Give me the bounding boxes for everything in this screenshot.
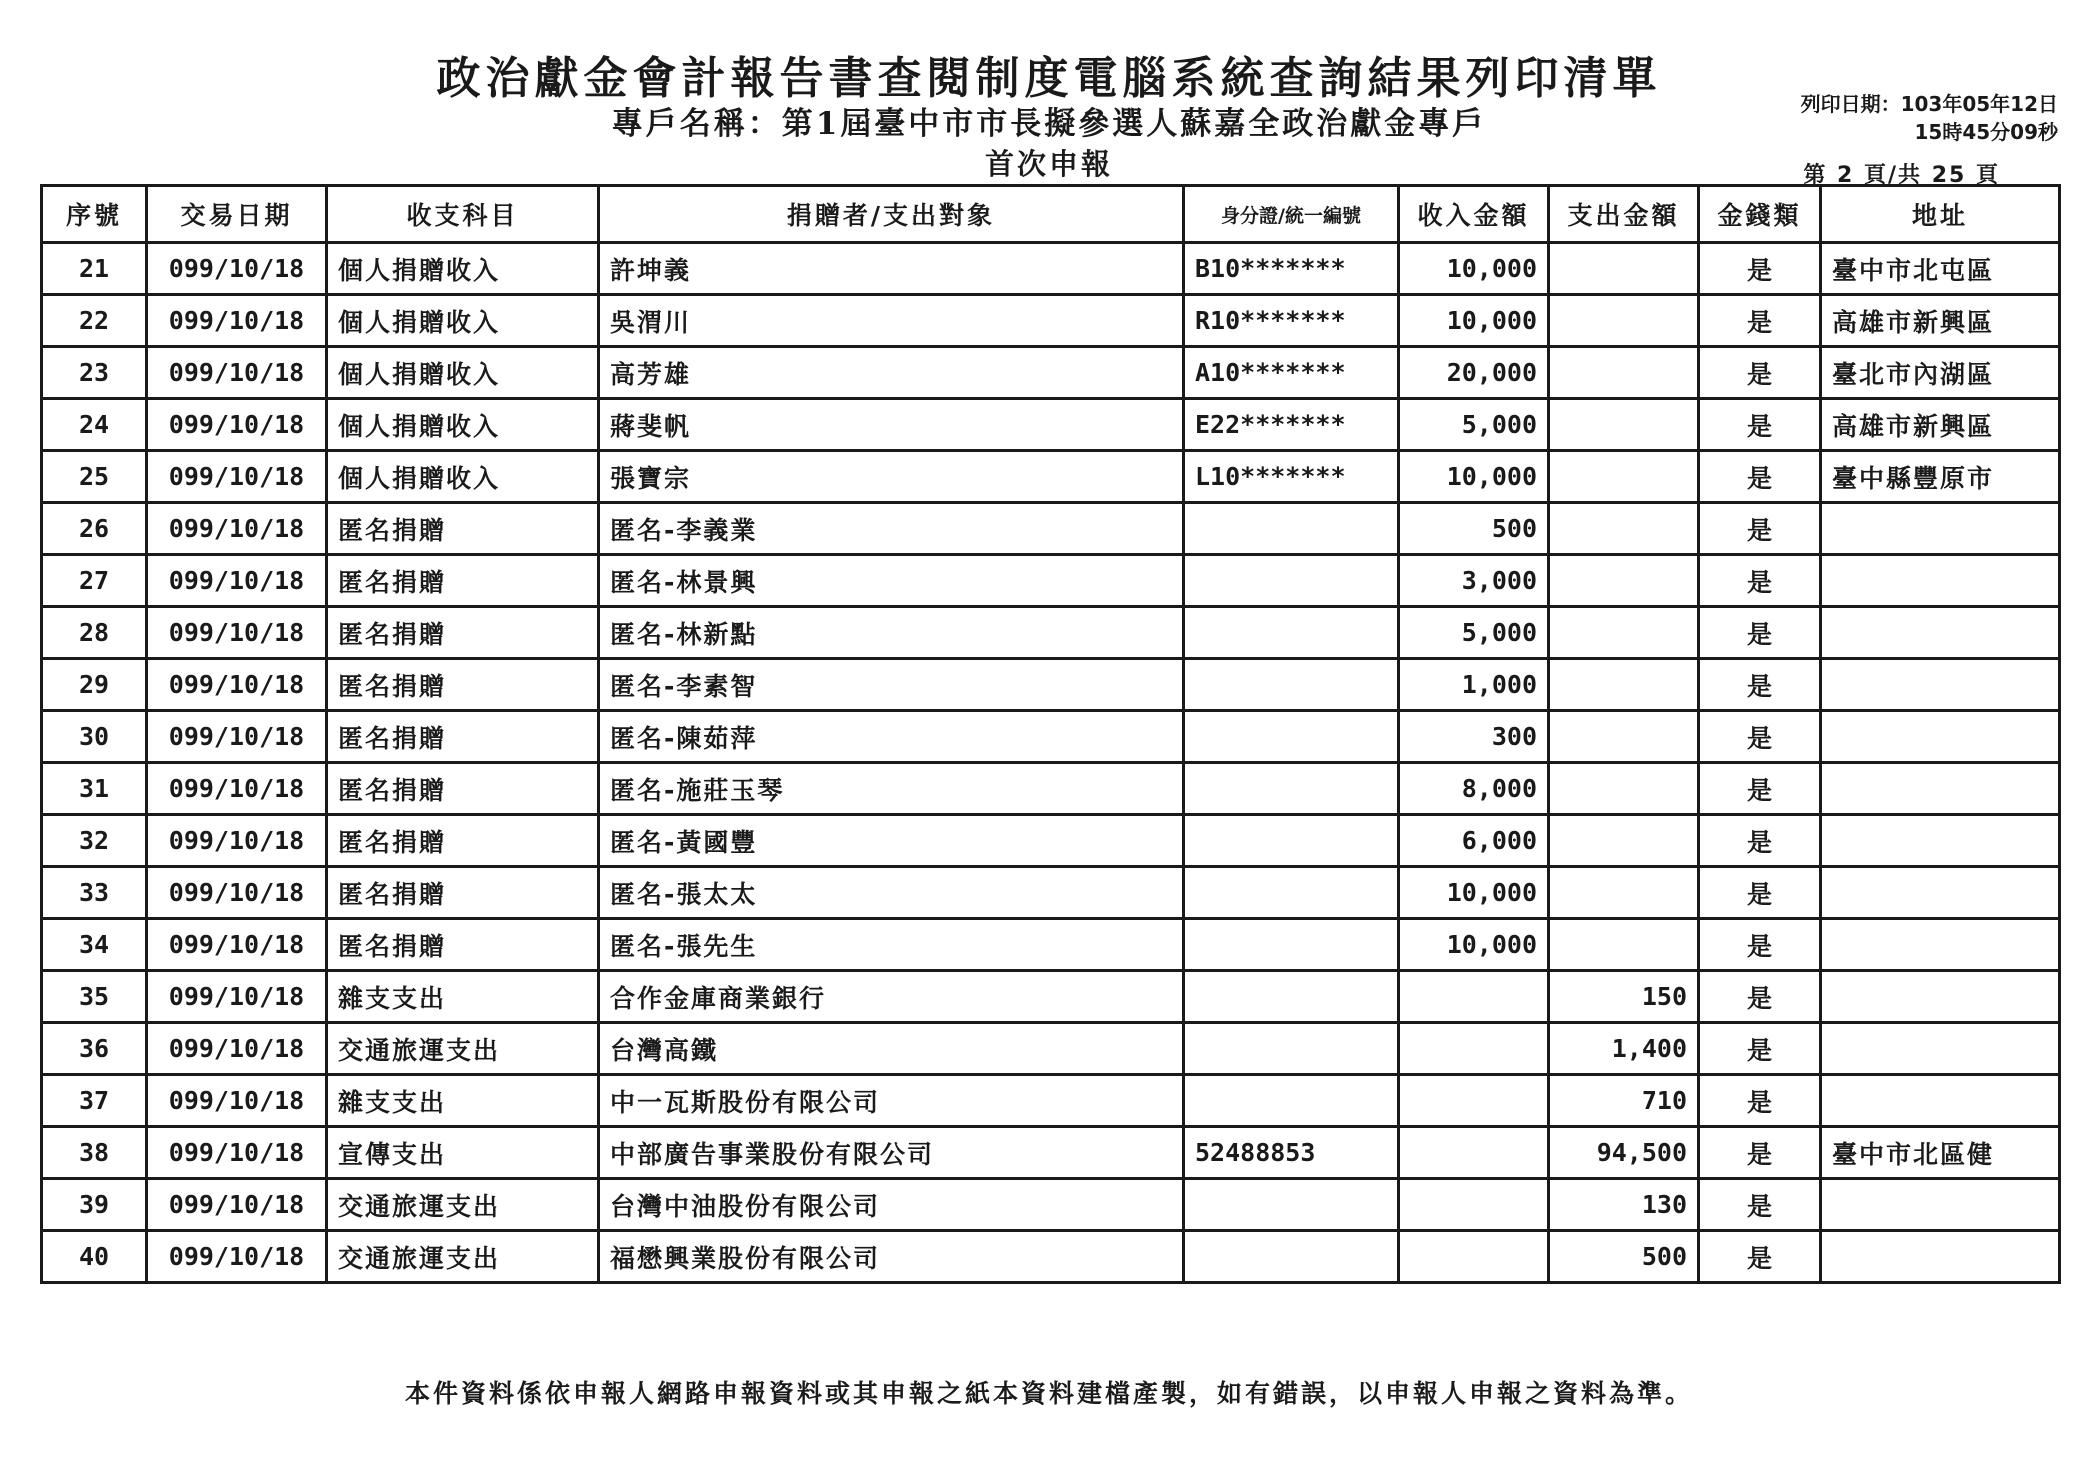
cell-monetary: 是 xyxy=(1699,399,1821,451)
cell-monetary: 是 xyxy=(1699,867,1821,919)
cell-category: 匿名捐贈 xyxy=(327,919,599,971)
cell-income: 10,000 xyxy=(1399,295,1549,347)
cell-monetary: 是 xyxy=(1699,503,1821,555)
cell-party: 中一瓦斯股份有限公司 xyxy=(599,1075,1184,1127)
table-row xyxy=(42,451,2060,503)
cell-no: 26 xyxy=(42,503,147,555)
cell-party: 台灣高鐵 xyxy=(599,1023,1184,1075)
cell-party: 匿名-張先生 xyxy=(599,919,1184,971)
footer-note: 本件資料係依申報人網路申報資料或其申報之紙本資料建檔產製，如有錯誤，以申報人申報之資料為準。 xyxy=(404,1379,1693,1408)
print-date xyxy=(1801,90,2058,146)
cell-address xyxy=(1821,555,2060,607)
cell-id xyxy=(1184,1231,1399,1283)
cell-date: 099/10/18 xyxy=(147,503,327,555)
cell-expense xyxy=(1549,295,1699,347)
cell-date: 099/10/18 xyxy=(147,295,327,347)
cell-no: 36 xyxy=(42,1023,147,1075)
cell-category: 匿名捐贈 xyxy=(327,555,599,607)
cell-id xyxy=(1184,971,1399,1023)
cell-income xyxy=(1399,1075,1549,1127)
cell-party: 張寶宗 xyxy=(599,451,1184,503)
cell-expense xyxy=(1549,763,1699,815)
cell-income: 5,000 xyxy=(1399,399,1549,451)
cell-id xyxy=(1184,763,1399,815)
cell-income: 20,000 xyxy=(1399,347,1549,399)
cell-category: 個人捐贈收入 xyxy=(327,295,599,347)
cell-monetary: 是 xyxy=(1699,1075,1821,1127)
table-row xyxy=(42,1231,2060,1283)
print-date-line2: 15時45分09秒 xyxy=(1914,120,2058,144)
cell-date: 099/10/18 xyxy=(147,347,327,399)
cell-monetary: 是 xyxy=(1699,971,1821,1023)
cell-address xyxy=(1821,1023,2060,1075)
column-header-expense: 支出金額 xyxy=(1549,186,1699,243)
cell-date: 099/10/18 xyxy=(147,399,327,451)
column-header-id: 身分證/統一編號 xyxy=(1184,186,1399,243)
cell-monetary: 是 xyxy=(1699,1127,1821,1179)
cell-category: 匿名捐贈 xyxy=(327,815,599,867)
cell-category: 交通旅運支出 xyxy=(327,1179,599,1231)
cell-income: 1,000 xyxy=(1399,659,1549,711)
cell-party: 匿名-黃國豐 xyxy=(599,815,1184,867)
cell-expense xyxy=(1549,607,1699,659)
cell-date: 099/10/18 xyxy=(147,971,327,1023)
cell-address xyxy=(1821,919,2060,971)
cell-expense xyxy=(1549,399,1699,451)
cell-address xyxy=(1821,971,2060,1023)
cell-income: 300 xyxy=(1399,711,1549,763)
cell-address xyxy=(1821,1179,2060,1231)
column-header-monetary: 金錢類 xyxy=(1699,186,1821,243)
cell-income: 500 xyxy=(1399,503,1549,555)
table-row xyxy=(42,1179,2060,1231)
cell-income: 10,000 xyxy=(1399,867,1549,919)
print-date-line1: 列印日期：103年05年12日 xyxy=(1800,92,2058,116)
cell-address xyxy=(1821,711,2060,763)
table-row xyxy=(42,503,2060,555)
cell-id xyxy=(1184,607,1399,659)
cell-expense: 94,500 xyxy=(1549,1127,1699,1179)
column-header-date: 交易日期 xyxy=(147,186,327,243)
table-row xyxy=(42,347,2060,399)
cell-no: 33 xyxy=(42,867,147,919)
cell-no: 29 xyxy=(42,659,147,711)
cell-id xyxy=(1184,503,1399,555)
cell-date: 099/10/18 xyxy=(147,867,327,919)
cell-expense: 500 xyxy=(1549,1231,1699,1283)
cell-address: 臺中縣豐原市 xyxy=(1821,451,2060,503)
cell-monetary: 是 xyxy=(1699,1179,1821,1231)
table-row xyxy=(42,555,2060,607)
cell-party: 匿名-張太太 xyxy=(599,867,1184,919)
cell-no: 37 xyxy=(42,1075,147,1127)
cell-category: 匿名捐贈 xyxy=(327,711,599,763)
cell-date: 099/10/18 xyxy=(147,1127,327,1179)
cell-expense xyxy=(1549,451,1699,503)
cell-category: 雜支支出 xyxy=(327,1075,599,1127)
cell-address xyxy=(1821,815,2060,867)
cell-expense xyxy=(1549,815,1699,867)
cell-id xyxy=(1184,815,1399,867)
cell-expense xyxy=(1549,659,1699,711)
table-row xyxy=(42,607,2060,659)
cell-party: 匿名-林景興 xyxy=(599,555,1184,607)
cell-party: 吳渭川 xyxy=(599,295,1184,347)
cell-expense xyxy=(1549,243,1699,295)
cell-party: 合作金庫商業銀行 xyxy=(599,971,1184,1023)
cell-party: 福懋興業股份有限公司 xyxy=(599,1231,1184,1283)
cell-monetary: 是 xyxy=(1699,659,1821,711)
cell-id xyxy=(1184,1075,1399,1127)
cell-party: 許坤義 xyxy=(599,243,1184,295)
cell-date: 099/10/18 xyxy=(147,763,327,815)
cell-monetary: 是 xyxy=(1699,711,1821,763)
records-table xyxy=(40,184,2061,1284)
cell-category: 匿名捐贈 xyxy=(327,763,599,815)
cell-no: 23 xyxy=(42,347,147,399)
table-row xyxy=(42,399,2060,451)
column-header-income: 收入金額 xyxy=(1399,186,1549,243)
cell-date: 099/10/18 xyxy=(147,711,327,763)
cell-id xyxy=(1184,919,1399,971)
cell-date: 099/10/18 xyxy=(147,1075,327,1127)
cell-date: 099/10/18 xyxy=(147,451,327,503)
cell-id: E22******* xyxy=(1184,399,1399,451)
cell-id xyxy=(1184,1023,1399,1075)
cell-address xyxy=(1821,607,2060,659)
report-type: 首次申報 xyxy=(984,147,1113,181)
cell-address: 高雄市新興區 xyxy=(1821,399,2060,451)
cell-party: 匿名-施莊玉琴 xyxy=(599,763,1184,815)
cell-no: 22 xyxy=(42,295,147,347)
cell-income: 10,000 xyxy=(1399,451,1549,503)
cell-date: 099/10/18 xyxy=(147,555,327,607)
table-row xyxy=(42,919,2060,971)
cell-monetary: 是 xyxy=(1699,815,1821,867)
cell-address: 臺北市內湖區 xyxy=(1821,347,2060,399)
document-title: 政治獻金會計報告書查閱制度電腦系統查詢結果列印清單 xyxy=(436,53,1662,104)
cell-date: 099/10/18 xyxy=(147,659,327,711)
cell-id: B10******* xyxy=(1184,243,1399,295)
table-row xyxy=(42,763,2060,815)
cell-monetary: 是 xyxy=(1699,451,1821,503)
cell-no: 25 xyxy=(42,451,147,503)
cell-income: 10,000 xyxy=(1399,919,1549,971)
cell-income: 3,000 xyxy=(1399,555,1549,607)
cell-category: 個人捐贈收入 xyxy=(327,347,599,399)
cell-address xyxy=(1821,1231,2060,1283)
cell-date: 099/10/18 xyxy=(147,1231,327,1283)
cell-monetary: 是 xyxy=(1699,919,1821,971)
cell-date: 099/10/18 xyxy=(147,1023,327,1075)
cell-no: 30 xyxy=(42,711,147,763)
cell-monetary: 是 xyxy=(1699,607,1821,659)
cell-monetary: 是 xyxy=(1699,555,1821,607)
cell-monetary: 是 xyxy=(1699,295,1821,347)
cell-category: 個人捐贈收入 xyxy=(327,243,599,295)
table-row xyxy=(42,243,2060,295)
cell-address xyxy=(1821,867,2060,919)
cell-party: 高芳雄 xyxy=(599,347,1184,399)
cell-monetary: 是 xyxy=(1699,347,1821,399)
cell-category: 宣傳支出 xyxy=(327,1127,599,1179)
cell-party: 匿名-林新點 xyxy=(599,607,1184,659)
cell-no: 40 xyxy=(42,1231,147,1283)
cell-expense: 710 xyxy=(1549,1075,1699,1127)
cell-address xyxy=(1821,1075,2060,1127)
cell-no: 21 xyxy=(42,243,147,295)
cell-income: 10,000 xyxy=(1399,243,1549,295)
cell-category: 個人捐贈收入 xyxy=(327,451,599,503)
cell-address xyxy=(1821,503,2060,555)
table-body xyxy=(42,243,2060,1283)
cell-monetary: 是 xyxy=(1699,243,1821,295)
cell-expense xyxy=(1549,555,1699,607)
table-row xyxy=(42,711,2060,763)
cell-address: 臺中市北屯區 xyxy=(1821,243,2060,295)
column-header-no: 序號 xyxy=(42,186,147,243)
cell-date: 099/10/18 xyxy=(147,607,327,659)
cell-no: 32 xyxy=(42,815,147,867)
cell-no: 35 xyxy=(42,971,147,1023)
cell-income: 6,000 xyxy=(1399,815,1549,867)
column-header-party: 捐贈者/支出對象 xyxy=(599,186,1184,243)
cell-id xyxy=(1184,867,1399,919)
cell-category: 交通旅運支出 xyxy=(327,1231,599,1283)
cell-category: 雜支支出 xyxy=(327,971,599,1023)
table-row xyxy=(42,1023,2060,1075)
table-header-row xyxy=(42,186,2060,243)
table-row xyxy=(42,1127,2060,1179)
cell-party: 台灣中油股份有限公司 xyxy=(599,1179,1184,1231)
cell-category: 交通旅運支出 xyxy=(327,1023,599,1075)
cell-date: 099/10/18 xyxy=(147,815,327,867)
cell-expense xyxy=(1549,347,1699,399)
cell-id: L10******* xyxy=(1184,451,1399,503)
cell-income xyxy=(1399,971,1549,1023)
cell-income: 5,000 xyxy=(1399,607,1549,659)
table-row xyxy=(42,815,2060,867)
cell-no: 31 xyxy=(42,763,147,815)
cell-no: 28 xyxy=(42,607,147,659)
cell-id xyxy=(1184,659,1399,711)
cell-income xyxy=(1399,1127,1549,1179)
cell-date: 099/10/18 xyxy=(147,919,327,971)
cell-id: R10******* xyxy=(1184,295,1399,347)
cell-monetary: 是 xyxy=(1699,1231,1821,1283)
cell-category: 匿名捐贈 xyxy=(327,503,599,555)
cell-expense xyxy=(1549,503,1699,555)
cell-category: 匿名捐贈 xyxy=(327,607,599,659)
cell-expense: 1,400 xyxy=(1549,1023,1699,1075)
cell-income xyxy=(1399,1231,1549,1283)
cell-no: 38 xyxy=(42,1127,147,1179)
table-row xyxy=(42,867,2060,919)
cell-party: 匿名-陳茹萍 xyxy=(599,711,1184,763)
cell-expense: 150 xyxy=(1549,971,1699,1023)
column-header-category: 收支科目 xyxy=(327,186,599,243)
cell-income: 8,000 xyxy=(1399,763,1549,815)
cell-no: 39 xyxy=(42,1179,147,1231)
cell-monetary: 是 xyxy=(1699,763,1821,815)
cell-expense xyxy=(1549,711,1699,763)
cell-address xyxy=(1821,763,2060,815)
cell-party: 中部廣告事業股份有限公司 xyxy=(599,1127,1184,1179)
page-info: 第 2 頁/共 25 頁 xyxy=(1803,163,2000,188)
cell-category: 個人捐贈收入 xyxy=(327,399,599,451)
column-header-address: 地址 xyxy=(1821,186,2060,243)
cell-id xyxy=(1184,555,1399,607)
cell-no: 27 xyxy=(42,555,147,607)
cell-expense xyxy=(1549,919,1699,971)
cell-no: 24 xyxy=(42,399,147,451)
cell-id: A10******* xyxy=(1184,347,1399,399)
cell-monetary: 是 xyxy=(1699,1023,1821,1075)
account-name: 專戶名稱：第1屆臺中市市長擬參選人蘇嘉全政治獻金專戶 xyxy=(611,106,1487,142)
cell-party: 蔣斐帆 xyxy=(599,399,1184,451)
cell-category: 匿名捐贈 xyxy=(327,867,599,919)
cell-id xyxy=(1184,1179,1399,1231)
cell-address xyxy=(1821,659,2060,711)
cell-expense xyxy=(1549,867,1699,919)
table-row xyxy=(42,1075,2060,1127)
cell-date: 099/10/18 xyxy=(147,243,327,295)
table-row xyxy=(42,971,2060,1023)
cell-party: 匿名-李素智 xyxy=(599,659,1184,711)
cell-party: 匿名-李義業 xyxy=(599,503,1184,555)
table-row xyxy=(42,659,2060,711)
cell-address: 臺中市北區健 xyxy=(1821,1127,2060,1179)
cell-income xyxy=(1399,1179,1549,1231)
cell-category: 匿名捐贈 xyxy=(327,659,599,711)
cell-expense: 130 xyxy=(1549,1179,1699,1231)
cell-address: 高雄市新興區 xyxy=(1821,295,2060,347)
cell-id xyxy=(1184,711,1399,763)
cell-income xyxy=(1399,1023,1549,1075)
cell-id: 52488853 xyxy=(1184,1127,1399,1179)
cell-date: 099/10/18 xyxy=(147,1179,327,1231)
cell-no: 34 xyxy=(42,919,147,971)
table-row xyxy=(42,295,2060,347)
